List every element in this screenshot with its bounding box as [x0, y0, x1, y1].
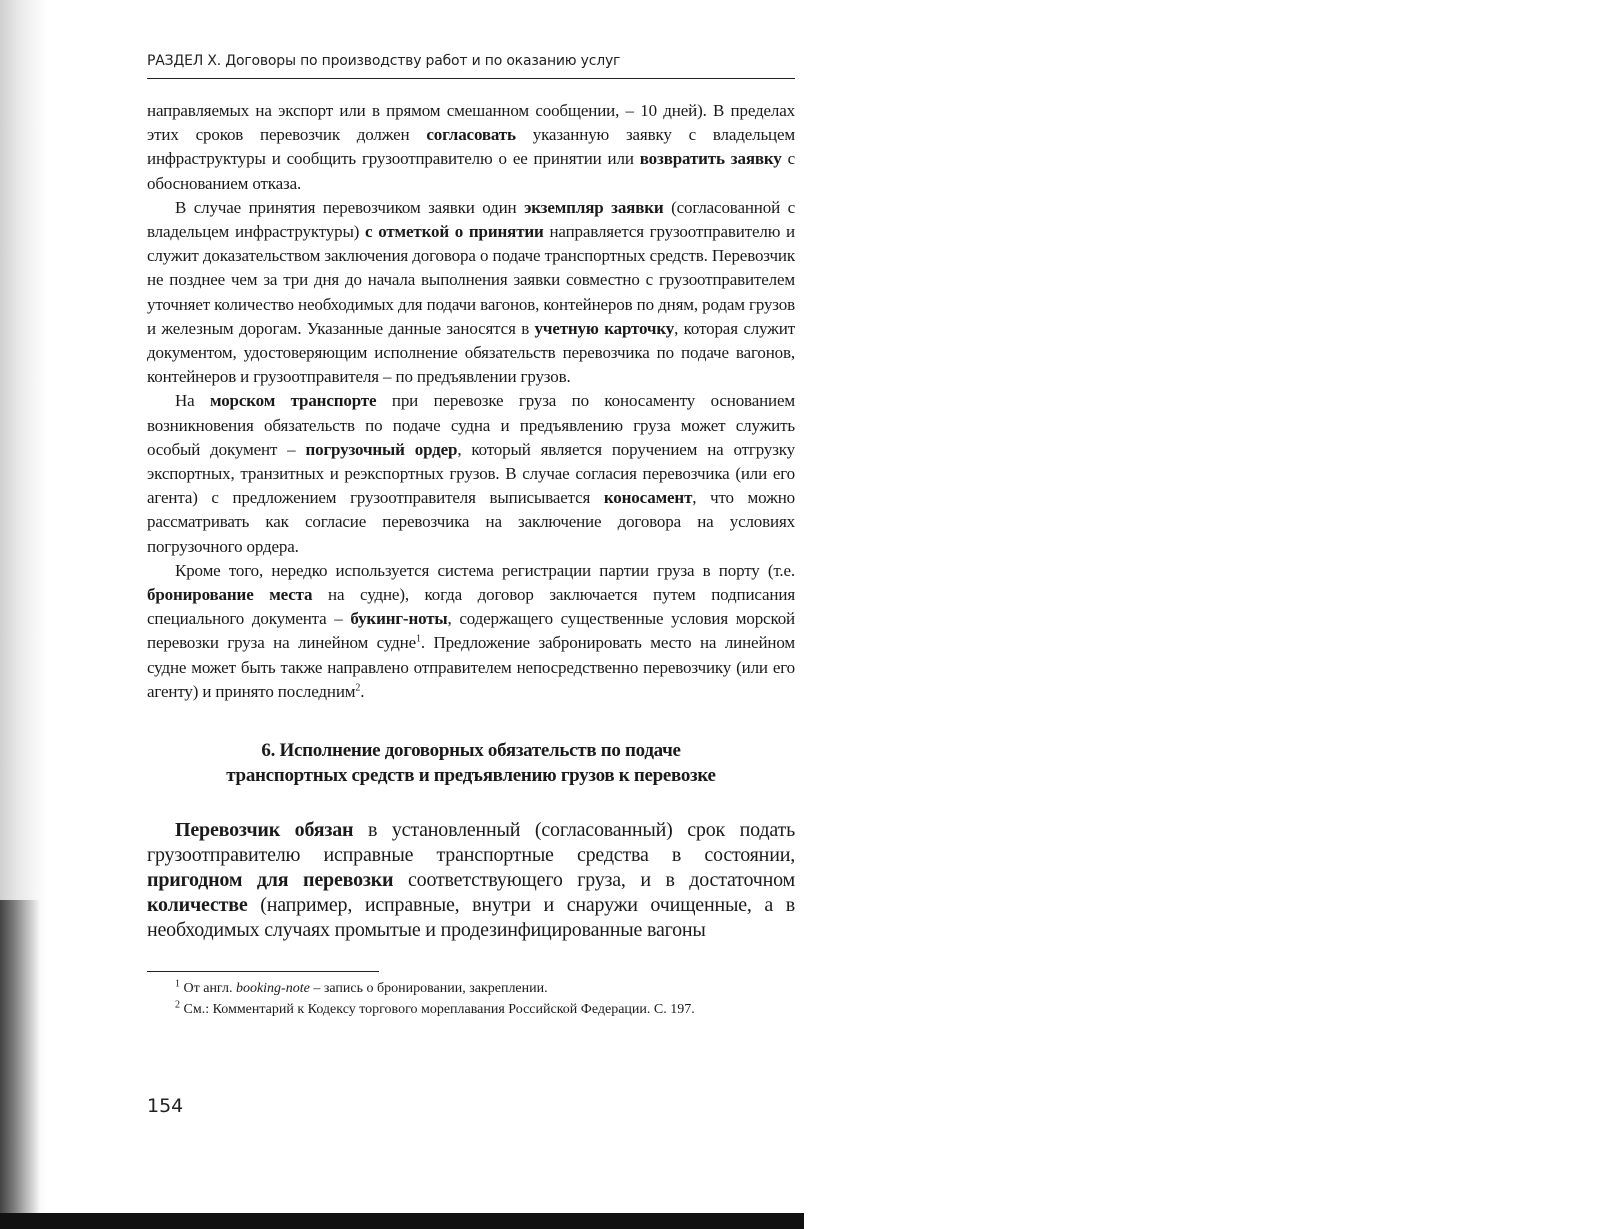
text-run: На: [175, 391, 210, 411]
body-text: [147, 99, 795, 704]
text-run: , которая служит документом, удостоверяющим исполнение обязательств перевозчика по подаче вагонов, контейнеров и грузоотправителя – по предъявлении грузов.: [147, 318, 795, 387]
footnote: [147, 999, 795, 1020]
text-run: указанную заявку с владельцем инфраструктуры и сообщить грузоотправителю о ее принятии или: [147, 125, 795, 169]
text-run: . Предложение забронировать место на линейном судне может быть также направлено отправителем непосредственно перевозчику (или его агенту) и принято последним: [147, 633, 795, 701]
footnote-ref: 1: [175, 978, 180, 990]
text-run: с обоснованием отказа.: [147, 149, 796, 193]
footnote-rule: [147, 971, 379, 972]
header-rule: [147, 78, 795, 79]
emphasis-term: Перевозчик обязан: [175, 819, 354, 842]
text-run: .: [360, 681, 365, 701]
text-run: на судне), когда договор заключается путем подписания специального документа –: [147, 585, 795, 629]
text-run: От англ.: [180, 981, 236, 997]
text-run: Кроме того, нередко используется система регистрации партии груза в порту (т.е.: [175, 560, 795, 580]
italic-term: booking-note: [235, 981, 310, 997]
emphasis-term: погрузочный ордер: [305, 439, 458, 459]
text-run: направляется грузоотправителю и служит доказательством заключения договора о подаче транспортных средств. Перевозчик не позднее чем за три дня до начала выполнения заявки совместно с грузоотправителем уточняет количество необходимых для подачи вагонов, контейнеров по дням, родам грузов и железным дорогам. Указанные данные заносятся в: [147, 222, 796, 338]
text-run: в установленный (согласованный) срок подать грузоотправителю исправные транспортные средства в состоянии,: [147, 819, 795, 867]
section-body: [147, 818, 795, 943]
text-run: В случае принятия перевозчиком заявки один: [175, 197, 525, 217]
emphasis-term: с отметкой о принятии: [365, 222, 544, 242]
scan-edge-dark-shadow: [0, 900, 40, 1229]
text-run: , содержащего существенные условия морской перевозки груза на линейном судне: [147, 609, 795, 653]
emphasis-term: экземпляр заявки: [524, 197, 664, 217]
scan-bottom-border: [0, 1213, 804, 1229]
paragraph: [147, 389, 795, 558]
text-run: , что можно рассматривать как согласие перевозчика на заключение договора на условиях погрузочного ордера.: [147, 488, 795, 556]
emphasis-term: бронирование места: [147, 585, 313, 605]
emphasis-term: возвратить заявку: [639, 149, 782, 169]
emphasis-term: пригодном для перевозки: [147, 869, 394, 892]
section-heading-line-2: транспортных средств и предъявлению грузов к перевозке: [226, 765, 716, 787]
section-heading-line-1: 6. Исполнение договорных обязательств по подаче: [261, 740, 681, 762]
footnote-ref: 2: [175, 999, 180, 1011]
paragraph: [147, 99, 795, 196]
text-run: – запись о бронировании, закреплении.: [309, 981, 548, 997]
text-run: направляемых на экспорт или в прямом смешанном сообщении, – 10 дней). В пределах этих сроков перевозчик должен: [147, 101, 795, 145]
running-head: РАЗДЕЛ X. Договоры по производству работ и по оказанию услуг: [147, 53, 621, 69]
footnote-ref: 1: [415, 633, 421, 645]
paragraph: [147, 559, 795, 704]
emphasis-term: букинг-ноты: [350, 609, 448, 629]
footnote-ref: 2: [355, 682, 361, 694]
page-number: 154: [147, 1095, 184, 1117]
footnote: [147, 978, 795, 999]
footnotes: [147, 978, 795, 1020]
emphasis-term: количестве: [147, 894, 248, 917]
text-run: См.: Комментарий к Кодексу торгового мореплавания Российской Федерации. С. 197.: [180, 1002, 695, 1018]
blank-right-area: [804, 0, 1600, 1229]
emphasis-term: учетную карточку: [534, 318, 675, 338]
section-heading: [147, 738, 795, 788]
emphasis-term: согласовать: [426, 125, 516, 145]
text-run: , который является поручением на отгрузку экспортных, транзитных и реэкспортных грузов. В случае согласия перевозчика (или его агента) с предложением грузоотправителя выписывается: [147, 439, 795, 508]
book-page: [147, 50, 795, 1020]
emphasis-term: коносамент: [603, 488, 693, 508]
section-paragraph: [147, 818, 795, 943]
text-run: соответствующего груза, и в достаточном: [393, 869, 795, 892]
paragraph: [147, 196, 795, 390]
emphasis-term: морском транспорте: [210, 391, 377, 411]
text-run: (согласованной с владельцем инфраструктуры): [147, 197, 795, 242]
text-run: при перевозке груза по коносаменту основанием возникновения обязательств по подаче судна и предъявлению груза может служить особый документ –: [147, 391, 795, 459]
text-run: (например, исправные, внутри и снаружи очищенные, а в необходимых случаях промытые и продезинфицированные вагоны: [147, 894, 795, 942]
